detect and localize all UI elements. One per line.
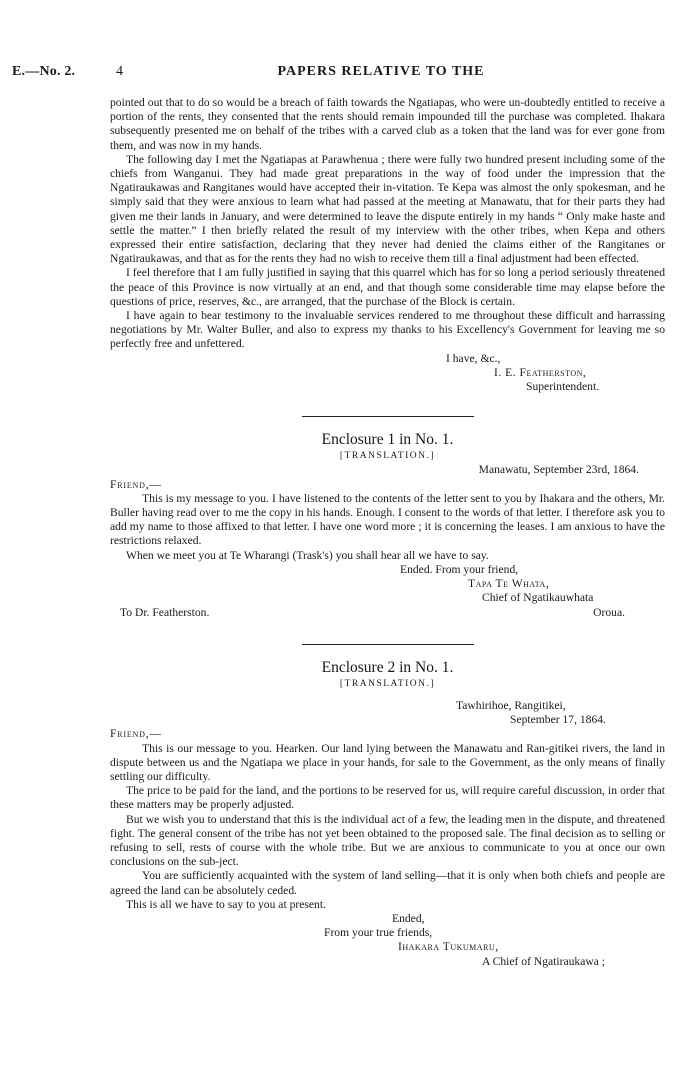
enclosure-2-title: Enclosure 2 in No. 1. [321, 658, 454, 676]
letter-closing: I have, &c., [446, 351, 501, 365]
letter-paragraph: I feel therefore that I am fully justified in saying that this quarrel which has for so long a period seriously threatened the peace of this Province is now virtually at an end, and that though some considerable time may elapse before the questions of price, reserves, &c., are arranged, that the purchase of the Block is certain. [110, 266, 665, 308]
running-title: PAPERS RELATIVE TO THE [277, 64, 485, 79]
enclosure-2-dateline-1: Tawhirihoe, Rangitikei, [456, 698, 566, 712]
letter-paragraph: I have again to bear testimony to the invaluable services rendered to me throughout these difficult and harrassing negotiations by Mr. Walter Buller, and also to express my thanks to his Excellency's Government for leaving me so perfectly free and unfettered. [110, 309, 665, 351]
enclosure-1-dateline: Manawatu, September 23rd, 1864. [478, 463, 639, 477]
letter-paragraph: The following day I met the Ngatiapas at Parawhenua ; there were fully two hundred present including some of the chiefs from Wanganui. They had made great preparations in the way of food under the impression that the Ngatiraukawas and Rangitanes would have accepted their in-vitation. Te Kepa was almost the only spokesman, and he simply said that they were anxious to learn what had passed at the meeting at Manawatu, that for their parts they had given me their lands in January, and were determined to leave the dispute entirely in my hands “ Only make haste and settle the matter.” I then briefly related the result of my interview with the other tribes, when Kepa and others expressed their entire satisfaction, declaring that they never had denied the claims either of the Rangitanes or Ngatiraukawas, and that as for the rents they had no wish to receive them till a final adjustment had been effected. [110, 152, 665, 266]
enclosure-2-paragraph: You are sufficiently acquainted with the system of land selling—that it is only when both chiefs and people are agreed the land can be absolutely ceded. [110, 869, 665, 897]
enclosure-2-greeting: Friend,— [110, 727, 162, 741]
document-reference: E.—No. 2. [12, 64, 76, 79]
enclosure-2-ended: Ended, [392, 911, 425, 925]
enclosure-1-recipient: To Dr. Featherston. [120, 605, 210, 619]
enclosure-2-paragraph: The price to be paid for the land, and the portions to be reserved for us, will require careful discussion, in order that these matters may be properly adjusted. [110, 784, 665, 812]
enclosure-2-translation-label: [TRANSLATION.] [339, 678, 436, 689]
enclosure-2-paragraph: This is our message to you. Hearken. Our land lying between the Manawatu and Ran-gitikei rivers, the land in dispute between us and the Ngatiapa we place in your hands, for sale to the Government, as the only means of finally settling our difficulty. [110, 741, 665, 783]
enclosure-1-signature: Tapa Te Whata, [468, 577, 550, 591]
letter-signature-title: Superintendent. [526, 380, 600, 394]
enclosure-1-greeting: Friend,— [110, 477, 162, 491]
enclosure-1-body-2: When we meet you at Te Wharangi (Trask's) you shall hear all we have to say. [126, 548, 489, 562]
enclosure-1-translation-label: [TRANSLATION.] [339, 451, 436, 462]
enclosure-1-recipient-row [110, 606, 665, 620]
enclosure-2-paragraph: This is all we have to say to you at present. [126, 897, 326, 911]
letter-signature: I. E. Featherston, [494, 365, 587, 379]
enclosure-1-signature-title: Chief of Ngatikauwhata [482, 591, 594, 605]
enclosure-2-paragraph: But we wish you to understand that this is the individual act of a few, the leading men in the dispute, and threatened fight. The general consent of the tribe has not yet been obtained to the proposed sale. The final decision as to selling or refusing to sell, rests of course with the whole tribe. But we are anxious to communicate to you at once our own conclusions on the sub-ject. [110, 812, 665, 869]
section-divider [302, 644, 474, 645]
enclosure-1-place: Oroua. [593, 605, 625, 619]
page-content [110, 96, 665, 969]
enclosure-2-dateline-2: September 17, 1864. [510, 713, 606, 727]
letter-paragraph: pointed out that to do so would be a breach of faith towards the Ngatiapas, who were un-doubtedly entitled to receive a portion of the rents, they consented that the rents should remain impounded till the purchase was completed. Ihakara subsequently presented me on behalf of the tribes with a carved club as a token that the land was for ever gone from them, and was now in my hands. [110, 96, 665, 152]
enclosure-2-signature: Ihakara Tukumaru, [398, 940, 499, 954]
section-divider [302, 416, 474, 417]
enclosure-1-body: This is my message to you. I have listened to the contents of the letter sent to you by Ihakara and the others, Mr. Buller having read over to me the copy in his hands. Enough. I consent to the words of that letter. I therefore ask you to add my name to those affixed to that letter. I have one word more ; it is concerning the leases. I am anxious to have the restrictions relaxed. [110, 491, 665, 548]
enclosure-1-ended: Ended. From your friend, [400, 562, 519, 576]
enclosure-2-from: From your true friends, [324, 926, 433, 940]
page-header [12, 64, 688, 82]
enclosure-1-title: Enclosure 1 in No. 1. [321, 431, 454, 449]
page-number: 4 [116, 64, 123, 79]
enclosure-2-signature-title: A Chief of Ngatiraukawa ; [482, 954, 605, 968]
